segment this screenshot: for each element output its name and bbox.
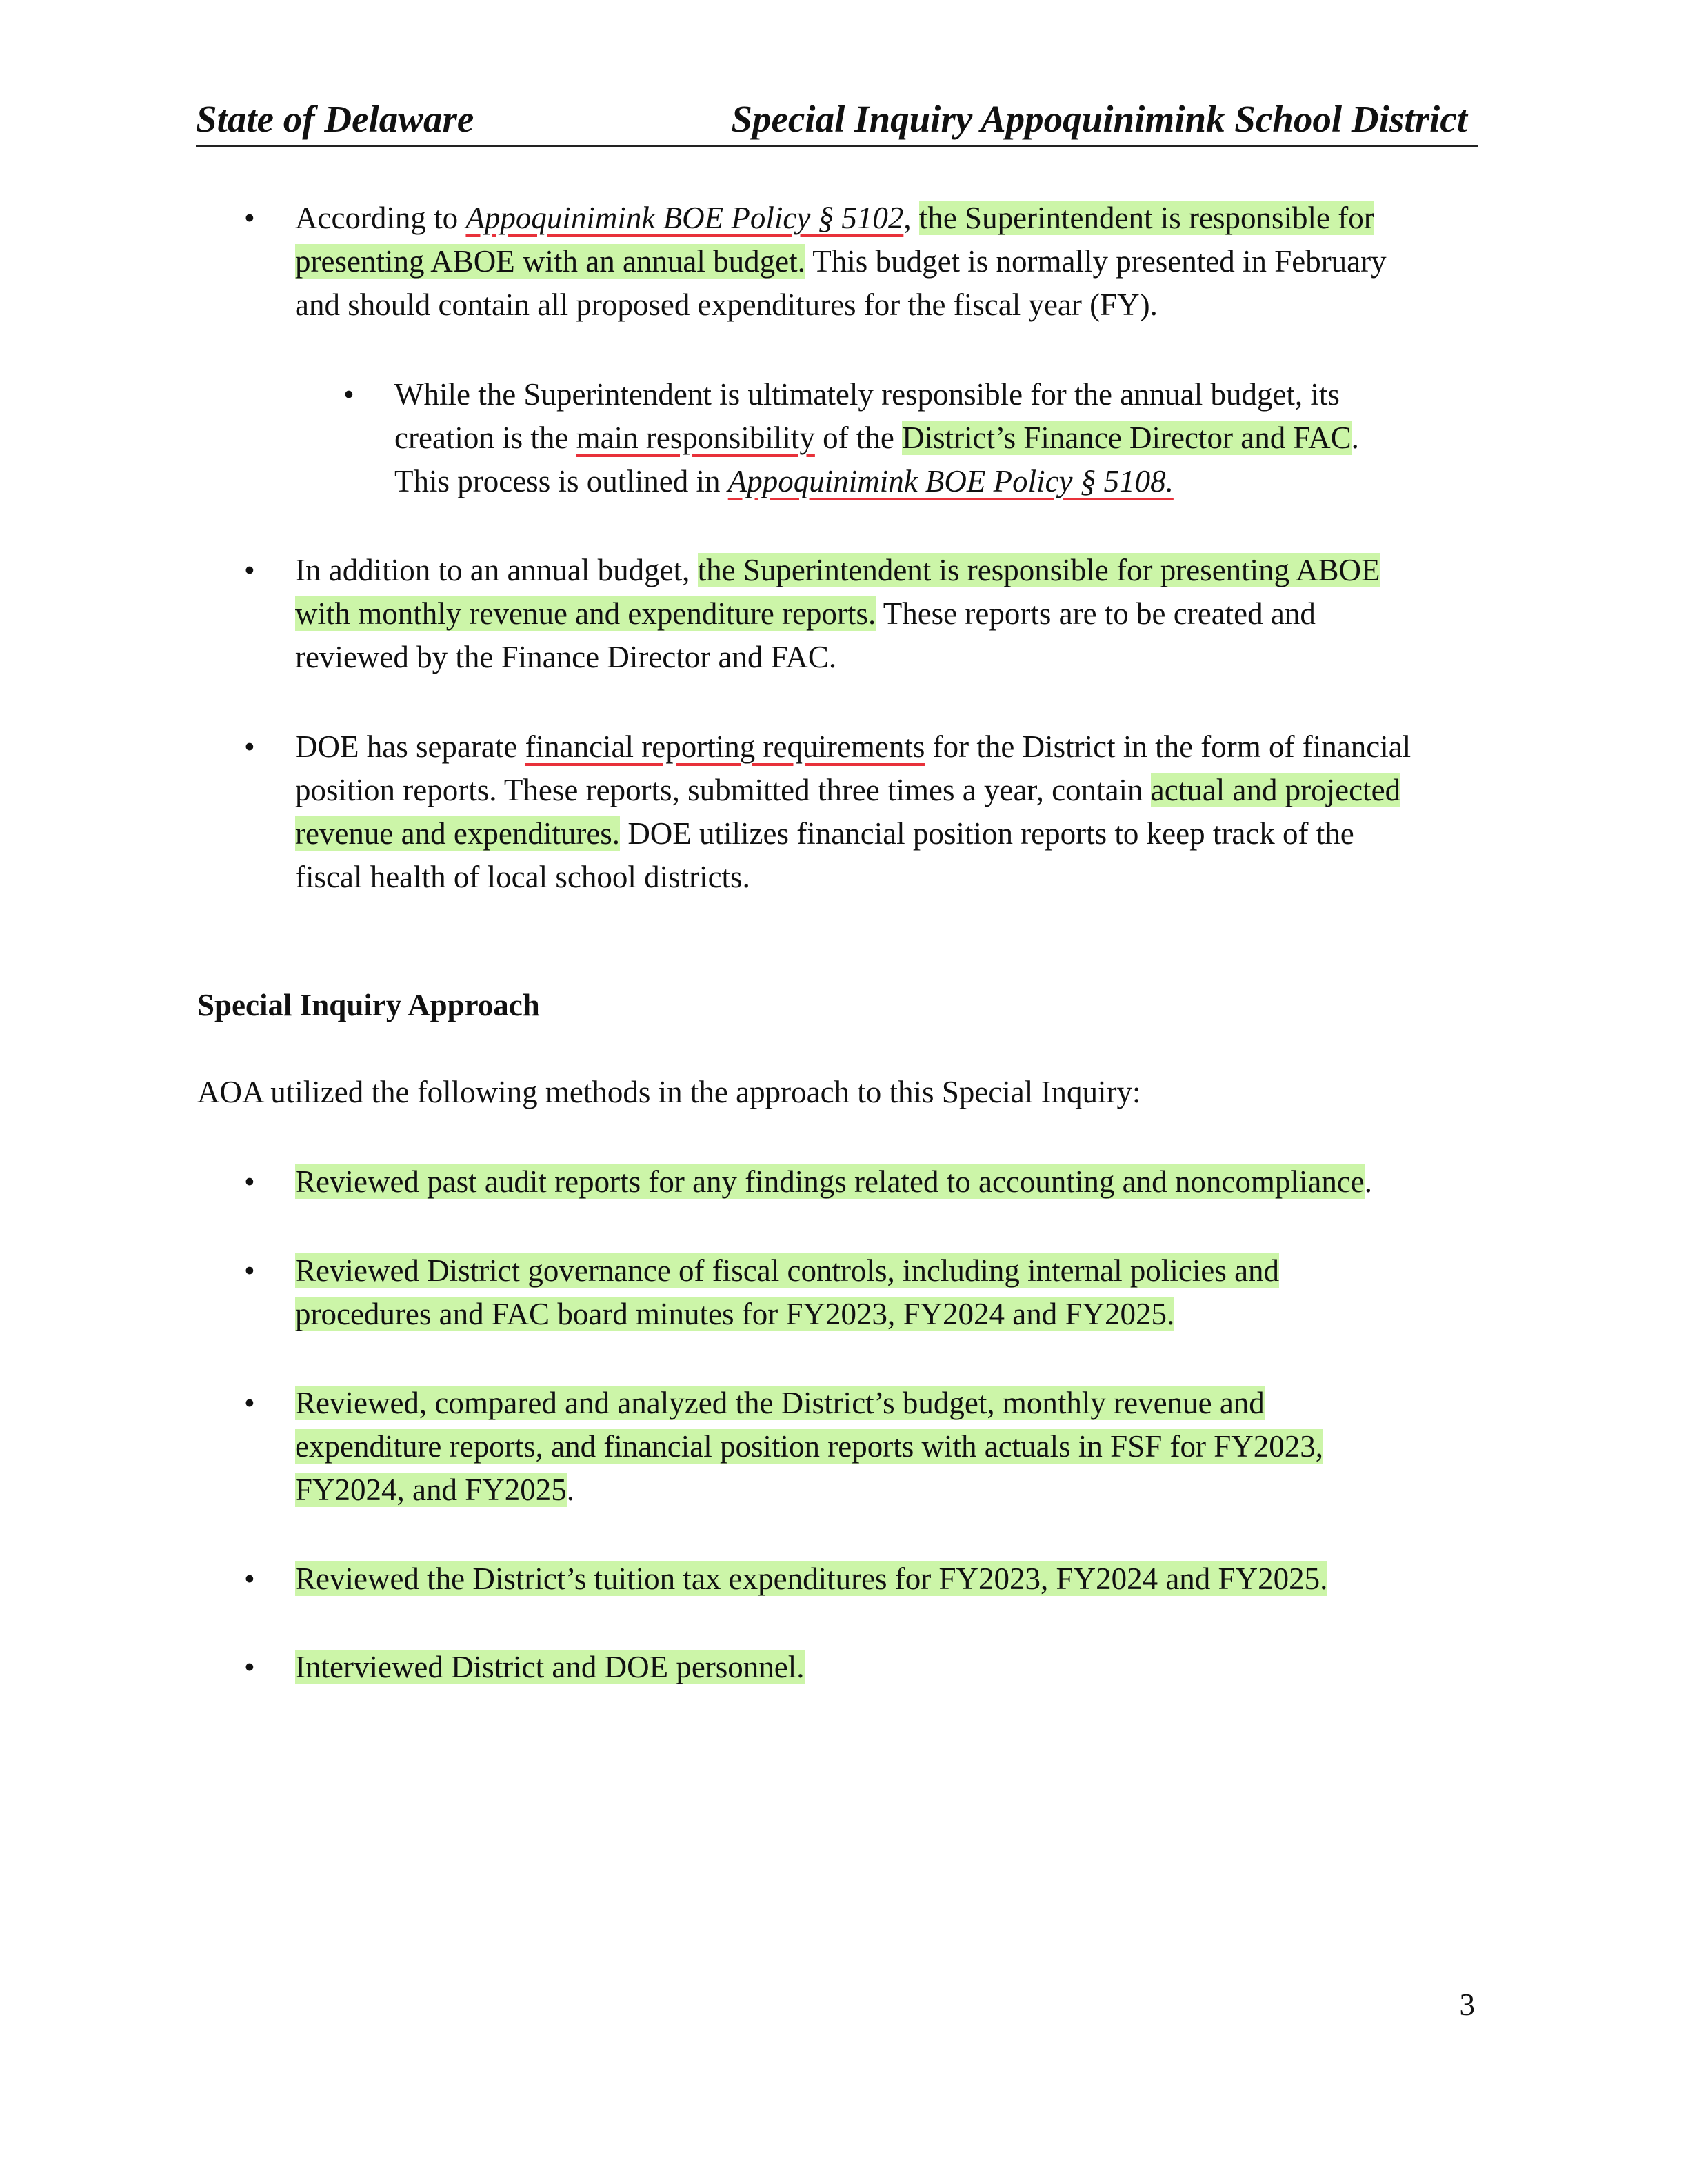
line: [394, 460, 1359, 503]
highlight: District’s Finance Director and FAC: [902, 421, 1352, 455]
line: fiscal health of local school districts.: [295, 860, 750, 894]
line: [295, 812, 1411, 856]
line: [295, 1382, 1323, 1425]
text-run: .: [1351, 421, 1359, 455]
bullet-glyph: •: [244, 1253, 255, 1288]
list-item-budget: [295, 196, 1387, 327]
line: [295, 549, 1380, 592]
line: [295, 1293, 1279, 1336]
line: [295, 196, 1387, 240]
method-item: [295, 1382, 1323, 1512]
bullet-glyph: •: [244, 1386, 255, 1420]
highlight: procedures and FAC board minutes for FY2023, FY2024 and FY2025.: [295, 1297, 1175, 1331]
text-run: .: [1364, 1164, 1373, 1199]
text-run: These reports are to be created and: [876, 596, 1316, 631]
page-header: [196, 94, 1478, 147]
highlight: expenditure reports, and financial position reports with actuals in FSF for FY2023,: [295, 1429, 1323, 1464]
bullet-glyph: •: [244, 729, 255, 764]
highlight: Interviewed District and DOE personnel.: [295, 1650, 805, 1684]
list-item-doe-reporting: [295, 725, 1411, 899]
text-run: In addition to an annual budget,: [295, 553, 698, 587]
line: [295, 1557, 1327, 1601]
line: [295, 240, 1387, 283]
line: [295, 1646, 805, 1689]
line: [295, 1249, 1279, 1293]
line: reviewed by the Finance Director and FAC.: [295, 640, 837, 674]
bullet-glyph: •: [244, 1561, 255, 1596]
line: [295, 769, 1411, 812]
text-run: of the: [814, 421, 903, 455]
list-item-finance-director: [394, 373, 1359, 503]
bullet-glyph: •: [244, 201, 255, 235]
list-item-monthly-reports: [295, 549, 1380, 679]
line: [394, 416, 1359, 460]
text-run: This budget is normally presented in February: [805, 244, 1387, 279]
highlight: FY2024, and FY2025: [295, 1473, 567, 1507]
line: and should contain all proposed expenditures for the fiscal year (FY).: [295, 287, 1158, 322]
text-run: position reports. These reports, submitted three times a year, contain: [295, 773, 1151, 807]
text-run: This process is outlined in: [394, 464, 728, 498]
bullet-glyph: •: [244, 1164, 255, 1199]
method-item: [295, 1160, 1372, 1204]
section-heading: Special Inquiry Approach: [197, 988, 540, 1022]
policy-5108-reference: Appoquinimink BOE Policy § 5108.: [727, 464, 1174, 498]
line: [295, 1468, 1323, 1512]
highlight: the Superintendent is responsible for presenting ABOE: [697, 553, 1380, 587]
line: [295, 592, 1380, 636]
bullet-glyph: •: [343, 377, 354, 412]
underlined-term: financial reporting requirements: [525, 729, 925, 764]
highlight: Reviewed District governance of fiscal controls, including internal policies and: [295, 1253, 1280, 1288]
highlight: actual and projected: [1150, 773, 1401, 807]
header-right-title: Special Inquiry Appoquinimink School District: [731, 98, 1467, 140]
line: [295, 725, 1411, 769]
underlined-term: main responsibility: [576, 421, 815, 455]
text-run: ,: [903, 201, 919, 235]
section-intro: AOA utilized the following methods in the approach to this Special Inquiry:: [197, 1075, 1141, 1109]
line: While the Superintendent is ultimately responsible for the annual budget, its: [394, 377, 1340, 412]
highlight: Reviewed the District’s tuition tax expenditures for FY2023, FY2024 and FY2025.: [295, 1561, 1328, 1596]
method-item: [295, 1646, 805, 1689]
highlight: revenue and expenditures.: [295, 816, 621, 851]
text-run: .: [566, 1473, 575, 1507]
line: [295, 1160, 1372, 1204]
highlight: presenting ABOE with an annual budget.: [295, 244, 805, 279]
text-run: According to: [295, 201, 466, 235]
text-run: DOE has separate: [295, 729, 525, 764]
highlight: the Superintendent is responsible for: [918, 201, 1374, 235]
highlight: Reviewed, compared and analyzed the District’s budget, monthly revenue and: [295, 1386, 1265, 1420]
method-item: [295, 1557, 1327, 1601]
header-left-title: State of Delaware: [196, 98, 474, 140]
bullet-glyph: •: [244, 1650, 255, 1684]
highlight: Reviewed past audit reports for any findings related to accounting and noncompliance: [295, 1164, 1365, 1199]
line: [295, 1425, 1323, 1468]
text-run: DOE utilizes financial position reports to keep track of the: [620, 816, 1354, 851]
text-run: for the District in the form of financial: [925, 729, 1411, 764]
page-number: 3: [1459, 1988, 1475, 2022]
policy-5102-reference: Appoquinimink BOE Policy § 5102: [465, 201, 904, 235]
highlight: with monthly revenue and expenditure reports.: [295, 596, 876, 631]
method-item: [295, 1249, 1279, 1336]
text-run: creation is the: [394, 421, 576, 455]
bullet-glyph: •: [244, 553, 255, 587]
